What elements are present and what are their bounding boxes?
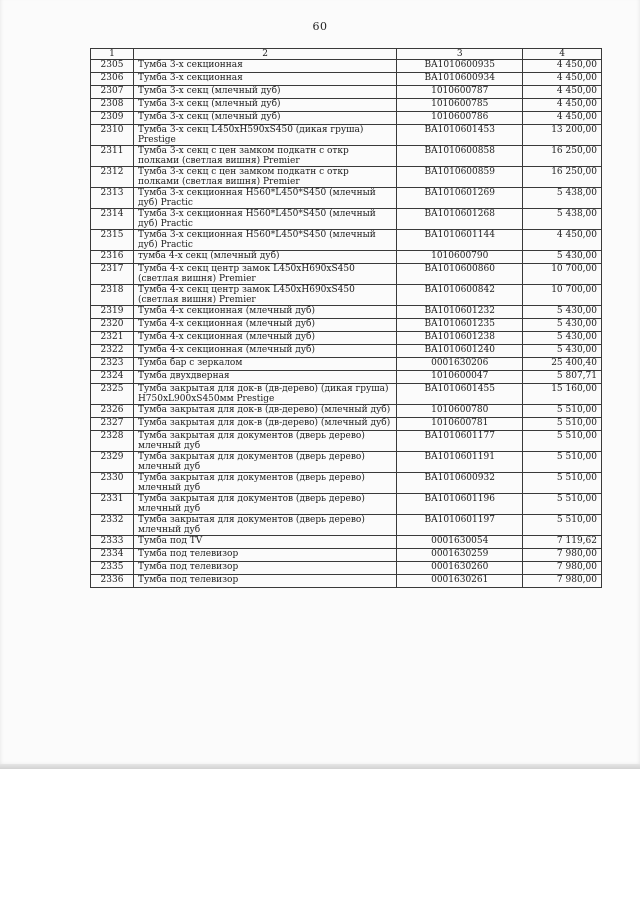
inventory-code-cell: BA1010601455 xyxy=(397,384,523,405)
price-cell: 4 450,00 xyxy=(523,60,602,73)
item-name-cell: тумба 4-х секц (млечный дуб) xyxy=(133,251,396,264)
item-name-cell: Тумба бар с зеркалом xyxy=(133,358,396,371)
table-row xyxy=(91,473,602,494)
table-row xyxy=(91,209,602,230)
row-number-cell: 2318 xyxy=(91,285,134,306)
inventory-code-cell: 1010600047 xyxy=(397,371,523,384)
item-name-cell: Тумба под телевизор xyxy=(133,575,396,588)
table-row xyxy=(91,86,602,99)
inventory-code-cell: 0001630259 xyxy=(397,549,523,562)
inventory-code-cell: 0001630206 xyxy=(397,358,523,371)
price-cell: 5 438,00 xyxy=(523,209,602,230)
inventory-code-cell: 0001630261 xyxy=(397,575,523,588)
price-cell: 5 438,00 xyxy=(523,188,602,209)
row-number-cell: 2322 xyxy=(91,345,134,358)
price-cell: 5 510,00 xyxy=(523,473,602,494)
price-cell: 16 250,00 xyxy=(523,167,602,188)
row-number-cell: 2308 xyxy=(91,99,134,112)
price-cell: 5 430,00 xyxy=(523,306,602,319)
table-row xyxy=(91,575,602,588)
price-cell: 4 450,00 xyxy=(523,112,602,125)
price-cell: 5 510,00 xyxy=(523,405,602,418)
column-header-3: 3 xyxy=(397,49,523,60)
inventory-code-cell: BA1010601235 xyxy=(397,319,523,332)
item-name-cell: Тумба закрытая для документов (дверь дерево) млечный дуб xyxy=(133,515,396,536)
page-edge-shadow xyxy=(0,764,640,769)
item-name-cell: Тумба 3-х секционная xyxy=(133,60,396,73)
inventory-code-cell: BA1010601269 xyxy=(397,188,523,209)
item-name-cell: Тумба 3-х секц с цен замком подкатн с откр полками (светлая вишня) Premier xyxy=(133,146,396,167)
price-cell: 7 980,00 xyxy=(523,549,602,562)
row-number-cell: 2316 xyxy=(91,251,134,264)
price-cell: 5 510,00 xyxy=(523,452,602,473)
item-name-cell: Тумба закрытая для документов (дверь дерево) млечный дуб xyxy=(133,431,396,452)
item-name-cell: Тумба 4-х секционная (млечный дуб) xyxy=(133,345,396,358)
table-row xyxy=(91,188,602,209)
inventory-code-cell: 1010600787 xyxy=(397,86,523,99)
price-cell: 5 510,00 xyxy=(523,515,602,536)
row-number-cell: 2320 xyxy=(91,319,134,332)
table-row xyxy=(91,285,602,306)
table-row xyxy=(91,536,602,549)
table-row xyxy=(91,319,602,332)
item-name-cell: Тумба под телевизор xyxy=(133,562,396,575)
inventory-code-cell: BA1010601144 xyxy=(397,230,523,251)
price-cell: 7 119,62 xyxy=(523,536,602,549)
inventory-code-cell: BA1010601232 xyxy=(397,306,523,319)
price-cell: 5 510,00 xyxy=(523,494,602,515)
item-name-cell: Тумба 3-х секц (млечный дуб) xyxy=(133,99,396,112)
price-cell: 5 430,00 xyxy=(523,319,602,332)
item-name-cell: Тумба 4-х секц центр замок L450xH690xS450 (светлая вишня) Premier xyxy=(133,264,396,285)
item-name-cell: Тумба закрытая для документов (дверь дерево) млечный дуб xyxy=(133,452,396,473)
table-row xyxy=(91,230,602,251)
row-number-cell: 2328 xyxy=(91,431,134,452)
row-number-cell: 2311 xyxy=(91,146,134,167)
price-cell: 16 250,00 xyxy=(523,146,602,167)
table-row xyxy=(91,549,602,562)
item-name-cell: Тумба 3-х секц (млечный дуб) xyxy=(133,112,396,125)
row-number-cell: 2321 xyxy=(91,332,134,345)
inventory-code-cell: BA1010600932 xyxy=(397,473,523,494)
row-number-cell: 2306 xyxy=(91,73,134,86)
table-row xyxy=(91,418,602,431)
table-row xyxy=(91,125,602,146)
price-cell: 7 980,00 xyxy=(523,575,602,588)
price-cell: 4 450,00 xyxy=(523,73,602,86)
row-number-cell: 2307 xyxy=(91,86,134,99)
table-row xyxy=(91,264,602,285)
item-name-cell: Тумба двухдверная xyxy=(133,371,396,384)
table-row xyxy=(91,515,602,536)
inventory-code-cell: BA1010600934 xyxy=(397,73,523,86)
inventory-code-cell: BA1010601177 xyxy=(397,431,523,452)
row-number-cell: 2335 xyxy=(91,562,134,575)
row-number-cell: 2310 xyxy=(91,125,134,146)
inventory-code-cell: BA1010600860 xyxy=(397,264,523,285)
item-name-cell: Тумба 3-х секц L450xH590xS450 (дикая груша) Prestige xyxy=(133,125,396,146)
table-row xyxy=(91,358,602,371)
table-row xyxy=(91,251,602,264)
item-name-cell: Тумба 3-х секционная xyxy=(133,73,396,86)
row-number-cell: 2315 xyxy=(91,230,134,251)
inventory-code-cell: BA1010601453 xyxy=(397,125,523,146)
price-cell: 5 430,00 xyxy=(523,345,602,358)
row-number-cell: 2324 xyxy=(91,371,134,384)
item-name-cell: Тумба 3-х секционная H560*L450*S450 (млечный дуб) Practic xyxy=(133,230,396,251)
item-name-cell: Тумба закрытая для документов (дверь дерево) млечный дуб xyxy=(133,494,396,515)
price-cell: 25 400,40 xyxy=(523,358,602,371)
inventory-code-cell: BA1010601196 xyxy=(397,494,523,515)
price-cell: 4 450,00 xyxy=(523,99,602,112)
table-row xyxy=(91,60,602,73)
inventory-code-cell: 1010600785 xyxy=(397,99,523,112)
row-number-cell: 2331 xyxy=(91,494,134,515)
item-name-cell: Тумба 4-х секц центр замок L450xH690xS450 (светлая вишня) Premier xyxy=(133,285,396,306)
table-row xyxy=(91,452,602,473)
row-number-cell: 2319 xyxy=(91,306,134,319)
inventory-code-cell: 0001630054 xyxy=(397,536,523,549)
row-number-cell: 2336 xyxy=(91,575,134,588)
inventory-code-cell: 1010600780 xyxy=(397,405,523,418)
table-row xyxy=(91,146,602,167)
column-header-4: 4 xyxy=(523,49,602,60)
row-number-cell: 2323 xyxy=(91,358,134,371)
table-row xyxy=(91,562,602,575)
table-row xyxy=(91,332,602,345)
price-cell: 5 510,00 xyxy=(523,418,602,431)
item-name-cell: Тумба 3-х секционная H560*L450*S450 (млечный дуб) Practic xyxy=(133,188,396,209)
inventory-code-cell: BA1010600859 xyxy=(397,167,523,188)
price-cell: 15 160,00 xyxy=(523,384,602,405)
row-number-cell: 2332 xyxy=(91,515,134,536)
item-name-cell: Тумба закрытая для док-в (дв-дерево) (млечный дуб) xyxy=(133,405,396,418)
inventory-code-cell: BA1010601191 xyxy=(397,452,523,473)
inventory-code-cell: 0001630260 xyxy=(397,562,523,575)
item-name-cell: Тумба 4-х секционная (млечный дуб) xyxy=(133,306,396,319)
row-number-cell: 2327 xyxy=(91,418,134,431)
table-row xyxy=(91,112,602,125)
row-number-cell: 2312 xyxy=(91,167,134,188)
item-name-cell: Тумба 4-х секционная (млечный дуб) xyxy=(133,332,396,345)
inventory-code-cell: BA1010600935 xyxy=(397,60,523,73)
table-header-row xyxy=(91,49,602,60)
inventory-code-cell: 1010600781 xyxy=(397,418,523,431)
row-number-cell: 2333 xyxy=(91,536,134,549)
row-number-cell: 2326 xyxy=(91,405,134,418)
price-cell: 10 700,00 xyxy=(523,285,602,306)
item-name-cell: Тумба под телевизор xyxy=(133,549,396,562)
inventory-code-cell: 1010600790 xyxy=(397,251,523,264)
inventory-code-cell: 1010600786 xyxy=(397,112,523,125)
price-cell: 7 980,00 xyxy=(523,562,602,575)
row-number-cell: 2317 xyxy=(91,264,134,285)
row-number-cell: 2305 xyxy=(91,60,134,73)
inventory-code-cell: BA1010600858 xyxy=(397,146,523,167)
table-row xyxy=(91,345,602,358)
row-number-cell: 2325 xyxy=(91,384,134,405)
price-cell: 4 450,00 xyxy=(523,86,602,99)
row-number-cell: 2309 xyxy=(91,112,134,125)
inventory-code-cell: BA1010601240 xyxy=(397,345,523,358)
row-number-cell: 2330 xyxy=(91,473,134,494)
row-number-cell: 2329 xyxy=(91,452,134,473)
price-cell: 5 430,00 xyxy=(523,251,602,264)
price-cell: 4 450,00 xyxy=(523,230,602,251)
price-cell: 5 807,71 xyxy=(523,371,602,384)
table-row xyxy=(91,431,602,452)
inventory-code-cell: BA1010601268 xyxy=(397,209,523,230)
price-cell: 5 510,00 xyxy=(523,431,602,452)
table-row xyxy=(91,167,602,188)
row-number-cell: 2313 xyxy=(91,188,134,209)
page-number: 60 xyxy=(312,20,328,33)
item-name-cell: Тумба 3-х секционная H560*L450*S450 (млечный дуб) Practic xyxy=(133,209,396,230)
column-header-2: 2 xyxy=(133,49,396,60)
table-row xyxy=(91,405,602,418)
row-number-cell: 2334 xyxy=(91,549,134,562)
table-row xyxy=(91,99,602,112)
item-name-cell: Тумба 3-х секц (млечный дуб) xyxy=(133,86,396,99)
item-name-cell: Тумба 4-х секционная (млечный дуб) xyxy=(133,319,396,332)
table-row xyxy=(91,494,602,515)
table-row xyxy=(91,73,602,86)
row-number-cell: 2314 xyxy=(91,209,134,230)
inventory-code-cell: BA1010601197 xyxy=(397,515,523,536)
item-name-cell: Тумба 3-х секц с цен замком подкатн с откр полками (светлая вишня) Premier xyxy=(133,167,396,188)
price-cell: 13 200,00 xyxy=(523,125,602,146)
item-name-cell: Тумба закрытая для док-в (дв-дерево) (дикая груша) H750xL900xS450мм Prestige xyxy=(133,384,396,405)
price-cell: 5 430,00 xyxy=(523,332,602,345)
item-name-cell: Тумба закрытая для документов (дверь дерево) млечный дуб xyxy=(133,473,396,494)
item-name-cell: Тумба под TV xyxy=(133,536,396,549)
inventory-code-cell: BA1010601238 xyxy=(397,332,523,345)
table-row xyxy=(91,384,602,405)
table-row xyxy=(91,371,602,384)
table-row xyxy=(91,306,602,319)
price-cell: 10 700,00 xyxy=(523,264,602,285)
inventory-code-cell: BA1010600842 xyxy=(397,285,523,306)
item-name-cell: Тумба закрытая для док-в (дв-дерево) (млечный дуб) xyxy=(133,418,396,431)
inventory-table xyxy=(90,48,602,588)
column-header-1: 1 xyxy=(91,49,134,60)
